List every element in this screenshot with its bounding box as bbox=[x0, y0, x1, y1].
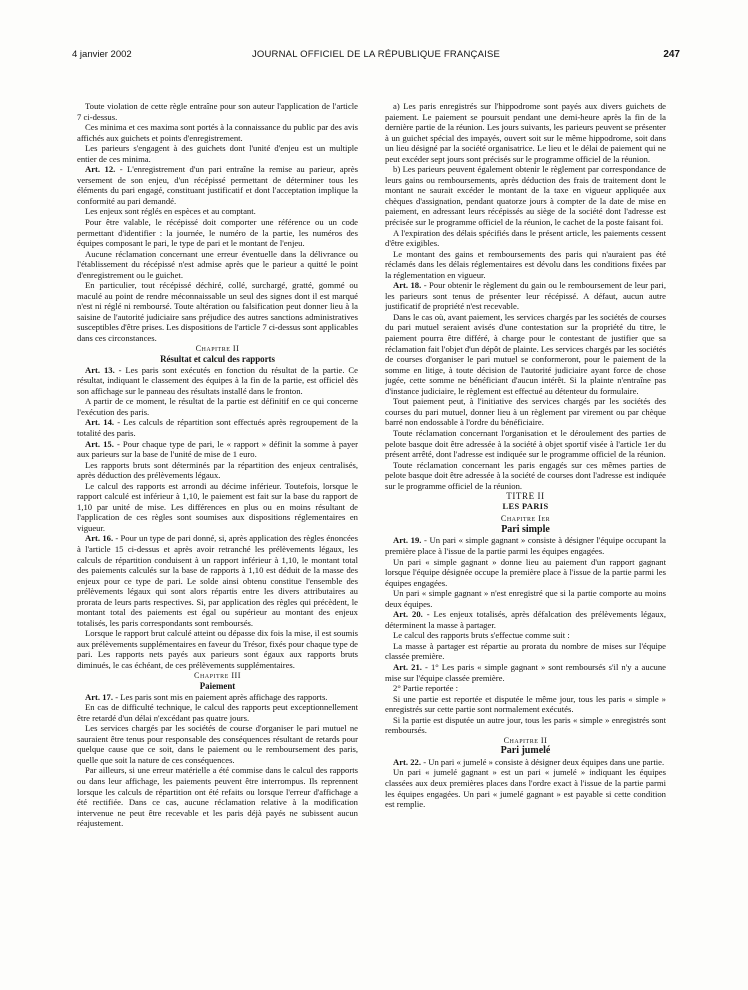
title-heading: TITRE II bbox=[506, 491, 545, 502]
page-number: 247 bbox=[663, 49, 680, 60]
article-text: - Pour obtenir le règlement du gain ou le remboursement de leur pari, les parieurs sont tenus de présenter leur récépissé. A défaut, aucun autre justificatif de propriété n'est recevable. bbox=[385, 280, 666, 312]
paragraph: A l'expiration des délais spécifiés dans le présent article, les paiements cessent d'être exigibles. bbox=[385, 227, 666, 249]
article-16 bbox=[77, 533, 358, 628]
article-label: Art. 16. bbox=[85, 533, 114, 544]
paragraph: Par ailleurs, si une erreur matérielle a été commise dans le calcul des rapports ou dans leur affichage, les paiements peuvent être interrompus. Ils reprennent lorsque les calculs de répartition ont été refaits ou lorsque l'erreur d'affichage a été rectifiée. Dans ce cas, aucune réclamation relative à la modification intervenue ne peut être recevable et les paris déjà payés ne subissent aucun réajustement. bbox=[77, 765, 358, 829]
article-18 bbox=[385, 280, 666, 312]
journal-title: JOURNAL OFFICIEL DE LA RÉPUBLIQUE FRANÇAISE bbox=[251, 49, 501, 60]
paragraph: Un pari « simple gagnant » n'est enregistré que si la partie comporte au moins deux équipes. bbox=[385, 588, 666, 609]
article-17 bbox=[77, 692, 358, 703]
issue-date: 4 janvier 2002 bbox=[72, 49, 132, 60]
article-text: - L'enregistrement d'un pari entraîne la remise au parieur, après versement de son enjeu, d'un récépissé permettant de déterminer tous les éléments du pari engagé, constituant justificatif et dont l'acceptation implique la conformité au pari demandé. bbox=[77, 164, 358, 206]
paragraph: b) Les parieurs peuvent également obtenir le règlement par correspondance de leurs gains ou remboursements, après déduction des frais de traitement dont le montant ne saurait excéder le montant de la taxe en vigueur appliquée aux chèques d'assignation, pendant quatorze jours à compter de la date de mise en paiement, en adressant leurs récépissés au siège de la société dont l'adresse est précisée sur le programme officiel de la réunion, le cachet de la poste faisant foi. bbox=[385, 164, 666, 228]
paragraph: Ces minima et ces maxima sont portés à la connaissance du public par des avis affichés aux guichets et points d'enregistrement. bbox=[77, 122, 358, 143]
paragraph: Les enjeux sont réglés en espèces et au comptant. bbox=[85, 206, 256, 217]
paragraph: Toute réclamation concernant les paris engagés sur ces mêmes parties de pelote basque doit être adressée à la société de courses dont l'adresse est indiquée sur le programme officiel de la réunion. bbox=[385, 459, 666, 491]
paragraph: Si une partie est reportée et disputée le même jour, tous les paris « simple » enregistrés sur cette partie sont normalement exécutés. bbox=[385, 693, 666, 715]
article-15 bbox=[77, 439, 358, 460]
paragraph: Les parieurs s'engagent à des guichets dont l'unité d'enjeu est un multiple entier de ces minima. bbox=[77, 143, 358, 164]
article-label: Art. 19. bbox=[393, 535, 422, 546]
page-header bbox=[72, 49, 680, 63]
article-label: Art. 12. bbox=[85, 164, 116, 175]
chapter-heading: Chapitre Ier bbox=[500, 514, 551, 524]
article-label: Art. 17. bbox=[85, 691, 114, 702]
title-subheading: LES PARIS bbox=[502, 501, 549, 511]
paragraph: Les services chargés par les sociétés de course d'organiser le pari mutuel ne sauraient être tenus pour responsable des conséquences résultant de retards pour quelque cause que ce soit, dans le paiement ou le remboursement des paris, quelle que soit la nature de ces conséquences. bbox=[77, 723, 358, 765]
paragraph: Toute violation de cette règle entraîne pour son auteur l'application de l'article 7 ci-dessus. bbox=[77, 101, 358, 122]
article-text: - Un pari « jumelé » consiste à désigner deux équipes dans une partie. bbox=[421, 756, 665, 767]
paragraph: Le calcul des rapports est arrondi au décime inférieur. Toutefois, lorsque le rapport calculé est inférieur à 1,10, le paiement est fait sur la base du rapport de 1,10 par unité de mise. Les différences en plus ou en moins résultant de l'application de ces règles sont soumises aux dispositions réglementaires en vigueur. bbox=[77, 480, 358, 533]
chapter-title: Résultat et calcul des rapports bbox=[160, 354, 275, 365]
paragraph: Un pari « simple gagnant » donne lieu au paiement d'un rapport gagnant lorsque l'équipe désignée occupe la première place à l'issue de la partie parmi les équipes engagées. bbox=[385, 556, 666, 588]
article-20 bbox=[385, 609, 666, 630]
paragraph: Pour être valable, le récépissé doit comporter une référence ou un code permettant d'identifier : la journée, le numéro de la partie, les numéros des équipes composant le pari, le type de pari et le montant de l'enjeu. bbox=[77, 217, 358, 249]
paragraph: La masse à partager est répartie au prorata du nombre de mises sur l'équipe classée première. bbox=[385, 640, 666, 662]
paragraph: Le montant des gains et remboursements des paris qui n'auraient pas été réclamés dans les délais réglementaires est dévolu dans les conditions fixées par la réglementation en vigueur. bbox=[385, 248, 666, 280]
article-label: Art. 14. bbox=[85, 417, 115, 428]
chapter-title: Pari jumelé bbox=[500, 745, 551, 757]
paragraph: Lorsque le rapport brut calculé atteint ou dépasse dix fois la mise, il est soumis aux prélèvements supplémentaires en faveur du Trésor, fixés pour chaque type de pari. Les rapports nets payés aux parieurs sont égaux aux rapports bruts diminués, le cas échéant, de ces prélèvements supplémentaires. bbox=[77, 628, 358, 670]
article-14 bbox=[77, 417, 358, 438]
article-21 bbox=[385, 662, 666, 683]
article-text: - Un pari « simple gagnant » consiste à désigner l'équipe occupant la première place à l'issue de la partie parmi les équipes engagées. bbox=[385, 535, 666, 556]
article-13 bbox=[77, 365, 358, 397]
paragraph: Si la partie est disputée un autre jour, tous les paris « simple » enregistrés sont remboursés. bbox=[385, 714, 666, 736]
article-22 bbox=[385, 757, 666, 768]
paragraph: Tout paiement peut, à l'initiative des services chargés par les sociétés des courses du pari mutuel, donner lieu à un règlement par virement ou par chèque barré non endossable à l'ordre du bénéficiaire. bbox=[385, 396, 666, 428]
paragraph: A partir de ce moment, le résultat de la partie est définitif en ce qui concerne l'exécution des paris. bbox=[77, 396, 358, 417]
article-label: Art. 20. bbox=[393, 609, 423, 620]
paragraph: Le calcul des rapports bruts s'effectue comme suit : bbox=[393, 630, 570, 641]
article-text: - Pour un type de pari donné, si, après application des règles énoncées à l'article 15 ci-dessus et après avoir retranché les prélèvements légaux, les calculs de répartition conduisent à un rapport inférieur à 1,10, le montant total des paiements calculés sur la base de rapports à 1,10 est déduit de la masse des enjeux pour ce type de pari. Le solde ainsi obtenu constitue l'ensemble des prélèvements légaux qui sont alors répartis entre les divers attributaires au prorata de leurs parts respectives. Si, par application des règles qui précèdent, le montant total des paiements est égal ou supérieur au montant des enjeux totalisés, les paris correspondants sont remboursés. bbox=[77, 533, 358, 628]
paragraph: Toute réclamation concernant l'organisation et le déroulement des parties de pelote basque doit être adressée à la société à objet sportif visée à l'article 1er du présent arrêté, dont l'adresse est indiquée sur le programme officiel de la réunion. bbox=[385, 427, 666, 460]
chapter-title: Pari simple bbox=[501, 523, 550, 535]
article-text: - Les paris sont mis en paiement après affichage des rapports. bbox=[113, 691, 328, 702]
article-label: Art. 21. bbox=[393, 661, 422, 672]
chapter-heading: Chapitre II bbox=[503, 735, 548, 745]
article-text: - Les enjeux totalisés, après défalcation des prélèvements légaux, déterminent la masse à partager. bbox=[385, 609, 666, 630]
article-19 bbox=[385, 535, 666, 556]
right-column bbox=[385, 101, 666, 976]
article-label: Art. 22. bbox=[393, 756, 422, 767]
paragraph: Dans le cas où, avant paiement, les services chargés par les sociétés de courses du pari mutuel seraient avisés d'une contestation sur la propriété du titre, le paiement pourra être différé, à charge pour le contestant de justifier que sa réclamation fait l'objet d'un dépôt de plainte. Les services chargés par les sociétés de courses d'organiser le pari mutuel se conformeront, pour le paiement de la somme en litige, à toute décision de l'autorité judiciaire ayant force de chose jugée, cette somme ne bénéficiant d'aucun intérêt. Si la plainte n'entraîne pas d'instance judiciaire, le règlement est effectué au détenteur du formulaire. bbox=[385, 311, 666, 396]
chapter-heading: Chapitre III bbox=[193, 670, 242, 680]
paragraph: a) Les paris enregistrés sur l'hippodrome sont payés aux divers guichets de paiement. Le paiement se poursuit pendant une demi-heure après la fin de la dernière partie de la réunion. Les jours suivants, les parieurs peuvent se présenter à un guichet spécial des impayés, ouvert soit sur le même hippodrome, soit dans un lieu désigné par la société organisatrice. Le lieu et le délai de paiement qui ne peut excéder sept jours sont précisés sur le programme officiel de la réunion. bbox=[385, 101, 666, 164]
chapter-title: Paiement bbox=[199, 681, 236, 692]
paragraph: 2° Partie reportée : bbox=[393, 683, 458, 694]
paragraph: Un pari « jumelé gagnant » est un pari « jumelé » indiquant les équipes classées aux deux premières places dans l'ordre exact à l'issue de la partie parmi les équipes engagées. Un pari « jumelé gagnant » est payable si cette condition est remplie. bbox=[385, 767, 666, 810]
paragraph: En particulier, tout récépissé déchiré, collé, surchargé, gratté, gommé ou maculé au point de rendre méconnaissable un seul des signes dont il est marqué n'est ni réglé ni remboursé. Toute altération ou falsification peut donner lieu à la saisine de l'autorité judiciaire sans préjudice des autres sanctions administratives susceptibles d'être prises. Les dispositions de l'article 7 ci-dessus sont applicables dans ces circonstances. bbox=[77, 280, 358, 344]
chapter-heading: Chapitre II bbox=[195, 343, 240, 353]
article-text: - 1° Les paris « simple gagnant » sont remboursés s'il n'y a aucune mise sur l'équipe classée première. bbox=[385, 661, 666, 683]
article-label: Art. 18. bbox=[393, 280, 422, 291]
article-12 bbox=[77, 164, 358, 206]
article-text: - Les paris sont exécutés en fonction du résultat de la partie. Ce résultat, indiquant le classement des équipes à la fin de la partie, est officiel dès son affichage sur le panneau des résultats installé dans le fronton. bbox=[77, 364, 358, 396]
paragraph: Les rapports bruts sont déterminés par la répartition des enjeux centralisés, après déduction des prélèvements légaux. bbox=[77, 459, 358, 481]
paragraph: Aucune réclamation concernant une erreur éventuelle dans la délivrance ou l'établissement du récépissé n'est admise après que le parieur a quitté le point d'enregistrement ou le guichet. bbox=[77, 248, 358, 280]
article-text: - Pour chaque type de pari, le « rapport » définit la somme à payer aux parieurs sur la base de l'unité de mise de 1 euro. bbox=[77, 438, 358, 460]
paragraph: En cas de difficulté technique, le calcul des rapports peut exceptionnellement être retardé d'un délai n'excédant pas quatre jours. bbox=[77, 702, 358, 723]
article-label: Art. 15. bbox=[85, 438, 114, 449]
article-text: - Les calculs de répartition sont effectués après regroupement de la totalité des paris. bbox=[77, 417, 358, 438]
left-column bbox=[77, 101, 358, 976]
article-label: Art. 13. bbox=[85, 364, 115, 375]
